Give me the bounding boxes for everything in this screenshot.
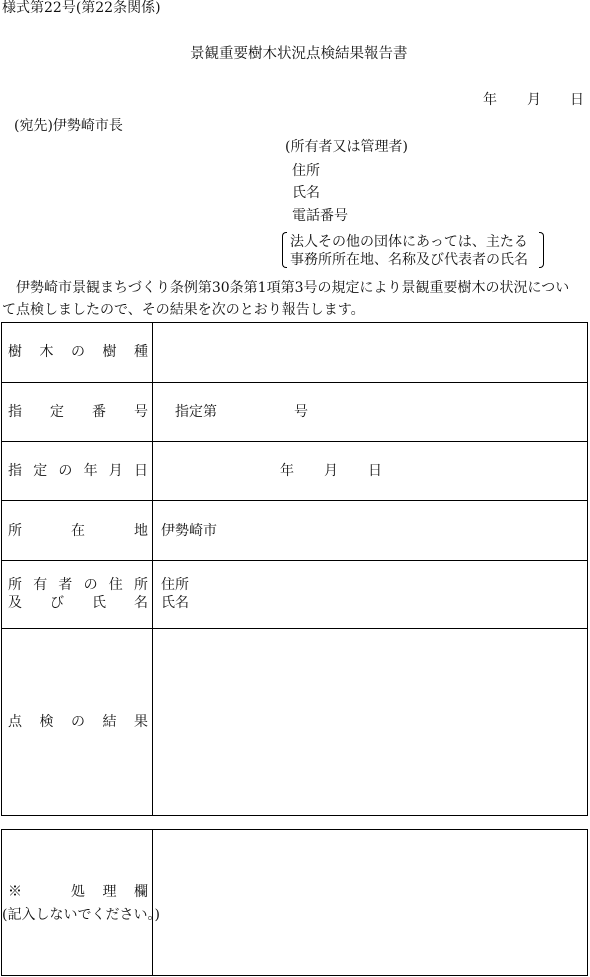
date-year: 年 [483, 92, 497, 108]
owner-label-line2: 及び氏名 [8, 595, 148, 611]
designation-date-label: 指定の年月日 [8, 463, 148, 479]
addressee: (宛先)伊勢崎市長 [14, 118, 123, 134]
location-field[interactable] [153, 501, 587, 560]
applicant-phone-label: 電話番号 [292, 208, 348, 224]
office-use-label: ※ 処理欄 [8, 884, 148, 900]
owner-field[interactable] [153, 561, 587, 628]
designation-number-label: 指定番号 [8, 404, 148, 420]
tree-species-label: 樹木の樹種 [8, 344, 148, 360]
owner-label-line1: 所有者の住所 [8, 577, 148, 593]
location-value: 伊勢崎市 [161, 523, 217, 539]
row-designation-number [2, 382, 587, 441]
owner-name-label: 氏名 [161, 595, 189, 611]
designation-date-year: 年 [280, 463, 294, 479]
row-tree-species [2, 323, 587, 382]
designation-date-day: 日 [368, 463, 382, 479]
row-location [2, 500, 587, 560]
bracket-left [282, 232, 287, 268]
corporate-note-line1: 法人その他の団体にあっては、主たる [290, 234, 528, 250]
office-use-table [1, 829, 588, 976]
applicant-heading: (所有者又は管理者) [285, 139, 408, 155]
tree-species-field[interactable] [153, 323, 587, 382]
location-label: 所在地 [8, 523, 148, 539]
date-month: 月 [527, 92, 541, 108]
applicant-address-label: 住所 [292, 163, 320, 179]
form-number: 様式第22号(第22条関係) [2, 0, 161, 16]
body-text-line2: て点検しましたので、その結果を次のとおり報告します。 [2, 302, 365, 318]
designation-number-field[interactable] [153, 383, 587, 441]
applicant-name-label: 氏名 [292, 185, 320, 201]
corporate-note-line2: 事務所所在地、名称及び代表者の氏名 [290, 252, 528, 268]
inspection-result-field[interactable] [153, 629, 587, 815]
designation-date-month: 月 [324, 463, 338, 479]
designation-number-prefix: 指定第 [175, 404, 217, 420]
owner-address-label: 住所 [161, 577, 189, 593]
body-text-line1: 伊勢崎市景観まちづくり条例第30条第1項第3号の規定により景観重要樹木の状況につい [16, 280, 570, 296]
document-title: 景観重要樹木状況点検結果報告書 [190, 46, 408, 62]
office-use-field [153, 830, 587, 975]
designation-date-field[interactable] [153, 442, 587, 500]
office-use-note: (記入しないでください。) [2, 907, 160, 923]
report-table [1, 322, 588, 816]
row-designation-date [2, 441, 587, 500]
bracket-right [539, 232, 544, 268]
date-day: 日 [570, 92, 584, 108]
row-inspection-result [2, 628, 587, 815]
row-owner [2, 560, 587, 628]
designation-number-suffix: 号 [294, 404, 308, 420]
row-office-use [2, 830, 587, 975]
inspection-result-label: 点検の結果 [8, 714, 148, 730]
